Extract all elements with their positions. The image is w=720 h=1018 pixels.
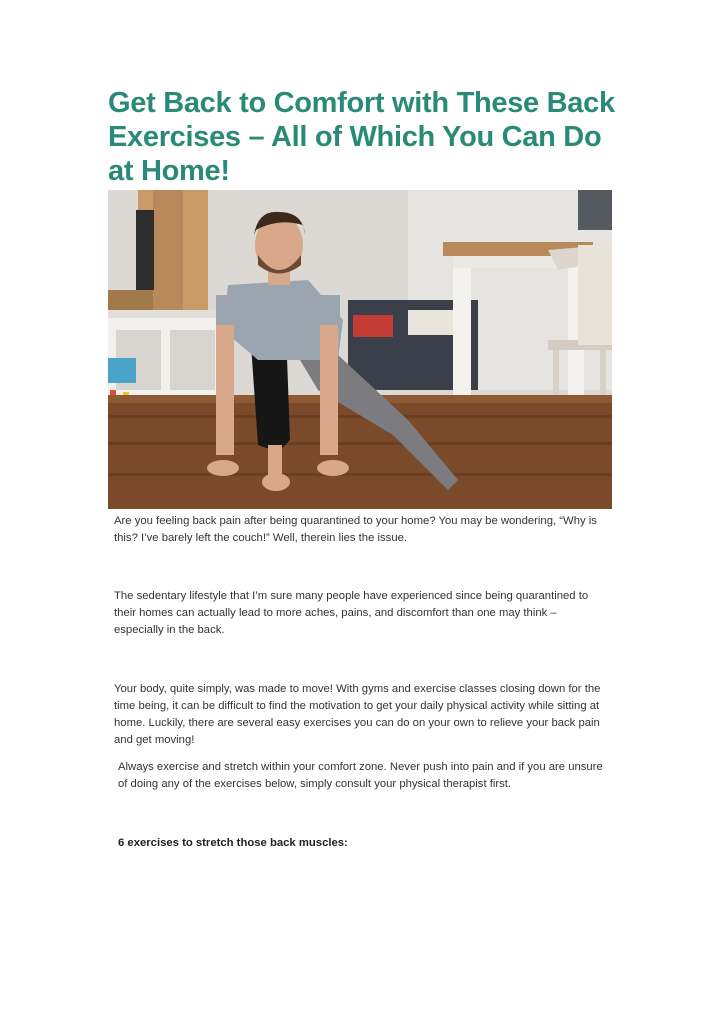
article-title: Get Back to Comfort with These Back Exercises – All of Which You Can Do at Home! <box>108 87 615 187</box>
motivation-paragraph: Your body, quite simply, was made to move! With gyms and exercise classes closing down for the time being, it can be difficult to find the motivation to get your daily physical activity while sitting at home. Luckily, there are several easy exercises you can do on your own to relieve your back pain and get moving! <box>114 683 601 746</box>
hero-photo-illustration <box>108 190 612 509</box>
exercises-subheading: 6 exercises to stretch those back muscles: <box>118 837 348 849</box>
safety-note-paragraph: Always exercise and stretch within your comfort zone. Never push into pain and if you are unsure of doing any of the exercises below, simply consult your physical therapist first. <box>118 761 603 790</box>
sedentary-paragraph: The sedentary lifestyle that I’m sure many people have experienced since being quarantined to their homes can actually lead to more aches, pains, and discomfort than one may think – especially in the back. <box>114 590 589 636</box>
hero-image <box>108 190 612 509</box>
intro-paragraph: Are you feeling back pain after being quarantined to your home? You may be wondering, “Why is this? I’ve barely left the couch!” Well, therein lies the issue. <box>114 515 597 544</box>
